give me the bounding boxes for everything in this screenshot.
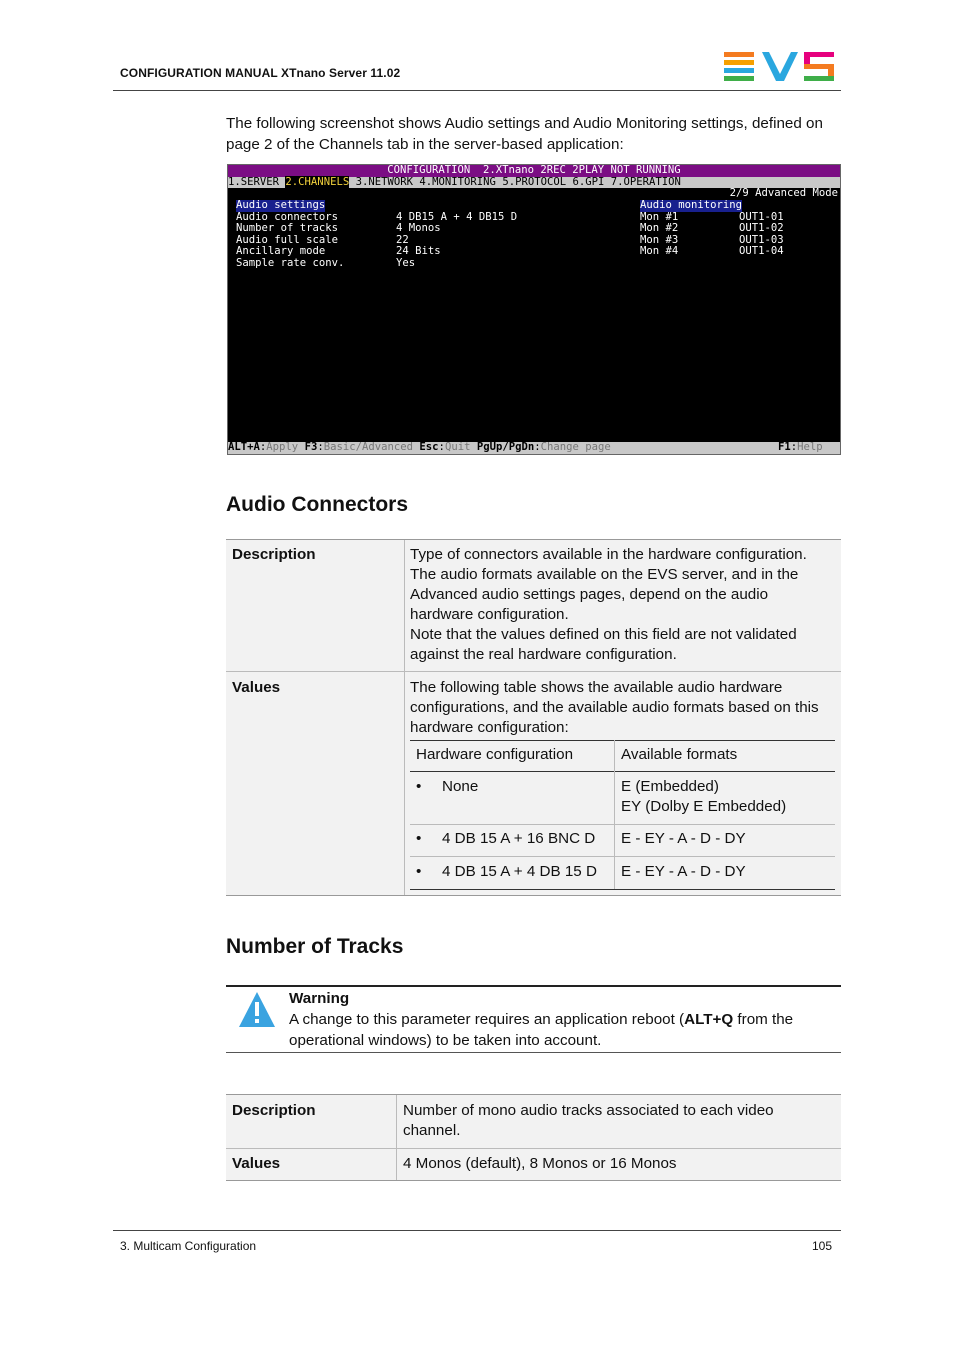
document-header-title: CONFIGURATION MANUAL XTnano Server 11.02 (120, 66, 401, 80)
setting-label: Audio full scale (236, 234, 339, 246)
description-label: Description (232, 546, 316, 563)
available-formats: E - EY - A - D - DY (621, 830, 746, 847)
terminal-tab-channels[interactable]: 2.CHANNELS (285, 176, 350, 188)
setting-value[interactable]: 24 Bits (396, 245, 441, 257)
evs-logo (724, 52, 836, 82)
inner-header-formats: Available formats (621, 746, 738, 763)
description-line: Type of connectors available in the hardware configuration. (410, 546, 807, 563)
monitor-value[interactable]: OUT1-01 (739, 211, 784, 223)
description-line: against the real hardware configuration. (410, 646, 677, 663)
description-text (410, 545, 838, 665)
monitor-label: Mon #1 (640, 211, 679, 223)
footer-section: 3. Multicam Configuration (120, 1239, 257, 1253)
intro-paragraph: The following screenshot shows Audio settings and Audio Monitoring settings, defined on page 2 of the Channels tab in the server-based application: (226, 115, 823, 153)
setting-label: Sample rate conv. (236, 257, 345, 269)
section-heading-audio-connectors: Audio Connectors (226, 493, 408, 516)
values-line: The following table shows the available audio hardware (410, 679, 783, 696)
terminal-tab-protocol[interactable]: 5.PROTOCOL (502, 176, 567, 188)
description-text (403, 1101, 833, 1141)
description-line: hardware configuration. (410, 606, 569, 623)
description-line: The audio formats available on the EVS server, and in the (410, 566, 799, 583)
shortcut-key: F1 (778, 441, 791, 453)
shortcut-action[interactable]: Basic/Advanced (323, 441, 414, 453)
shortcut-key: ALT+A (228, 441, 260, 453)
column-divider (396, 1095, 397, 1180)
terminal-screenshot (227, 164, 841, 455)
available-formats: E - EY - A - D - DY (621, 863, 746, 880)
inner-column-divider (614, 740, 615, 890)
page-number: 105 (812, 1239, 833, 1253)
warning-icon (238, 990, 276, 1028)
hardware-config: 4 DB 15 A + 4 DB 15 D (442, 863, 597, 880)
values-text: 4 Monos (default), 8 Monos or 16 Monos (403, 1155, 677, 1172)
warning-text-part: A change to this parameter requires an application reboot ( (289, 1011, 685, 1028)
description-line: channel. (403, 1122, 461, 1139)
hardware-config: 4 DB 15 A + 16 BNC D (442, 830, 596, 847)
shortcut-key: Esc (419, 441, 439, 453)
audio-connectors-table (226, 539, 841, 896)
setting-value[interactable]: 4 Monos (396, 222, 441, 234)
format-line: EY (Dolby E Embedded) (621, 798, 787, 815)
number-of-tracks-table (226, 1094, 841, 1181)
bullet: • (416, 778, 422, 795)
inner-row-divider (410, 856, 835, 857)
values-text (410, 678, 838, 738)
shortcut-action[interactable]: Apply (266, 441, 299, 453)
shortcut-key: PgUp/PgDn (476, 441, 535, 453)
warning-text (289, 1009, 834, 1051)
section-heading-number-of-tracks: Number of Tracks (226, 935, 404, 958)
values-label: Values (232, 679, 281, 696)
shortcut-action[interactable]: Quit (444, 441, 471, 453)
shortcut-key: F3 (304, 441, 318, 453)
warning-text-part: from the operational windows) to be taken into account. (289, 1011, 794, 1049)
row-divider (226, 1148, 841, 1149)
values-line: configurations, and the available audio formats based on this (410, 699, 819, 716)
setting-value[interactable]: 4 DB15 A + 4 DB15 D (396, 211, 518, 223)
monitor-label: Mon #3 (640, 234, 679, 246)
warning-bottom-rule (226, 1052, 841, 1053)
terminal-tab-network[interactable]: 3.NETWORK (355, 176, 413, 188)
shortcut-action[interactable]: Help (797, 441, 823, 453)
header-rule (113, 90, 841, 91)
values-label: Values (232, 1155, 281, 1172)
description-line: Advanced audio settings pages, depend on the audio (410, 586, 769, 603)
warning-top-rule (226, 985, 841, 987)
terminal-tab-server[interactable]: 1.SERVER (228, 176, 280, 188)
monitor-label: Mon #2 (640, 222, 679, 234)
terminal-tab-monitoring[interactable]: 4.MONITORING (419, 176, 496, 188)
inner-row-divider (410, 824, 835, 825)
row-divider (226, 671, 841, 672)
monitor-value[interactable]: OUT1-03 (739, 234, 784, 246)
column-divider (404, 540, 405, 895)
values-line: hardware configuration: (410, 719, 569, 736)
available-formats (621, 777, 786, 817)
audio-monitoring-header: Audio monitoring (640, 199, 743, 211)
terminal-shortcut-bar: ALT+A:Apply F3:Basic/Advanced Esc:Quit PgUp/PgDn:Change page F1:Help (228, 442, 840, 454)
audio-settings-header: Audio settings (236, 199, 326, 211)
warning-title: Warning (289, 990, 350, 1007)
footer-rule (113, 1230, 841, 1231)
bullet: • (416, 863, 422, 880)
description-line: Number of mono audio tracks associated to each video (403, 1102, 774, 1119)
setting-label: Audio connectors (236, 211, 339, 223)
terminal-title-bar: CONFIGURATION 2.XTnano 2REC 2PLAY NOT RUNNING (228, 165, 840, 177)
monitor-label: Mon #4 (640, 245, 679, 257)
inner-table-bottom-rule (410, 889, 835, 890)
description-line: Note that the values defined on this field are not validated (410, 626, 797, 643)
inner-header-rule (410, 771, 835, 772)
shortcut-action[interactable]: Change page (540, 441, 611, 453)
warning-shortcut: ALT+Q (684, 1011, 734, 1028)
setting-label: Number of tracks (236, 222, 339, 234)
bullet: • (416, 830, 422, 847)
monitor-value[interactable]: OUT1-02 (739, 222, 784, 234)
terminal-tab-gpi[interactable]: 6.GPI (572, 176, 605, 188)
format-line: E (Embedded) (621, 778, 719, 795)
terminal-tab-operation[interactable]: 7.OPERATION (610, 176, 681, 188)
setting-value[interactable]: Yes (396, 257, 416, 269)
monitor-value[interactable]: OUT1-04 (739, 245, 784, 257)
inner-table-top-rule (410, 740, 835, 741)
terminal-page-mode: 2/9 Advanced Mode (729, 187, 838, 199)
setting-value[interactable]: 22 (396, 234, 409, 246)
setting-label: Ancillary mode (236, 245, 326, 257)
hardware-config: None (442, 778, 479, 795)
description-label: Description (232, 1102, 316, 1119)
inner-header-hardware: Hardware configuration (416, 746, 574, 763)
